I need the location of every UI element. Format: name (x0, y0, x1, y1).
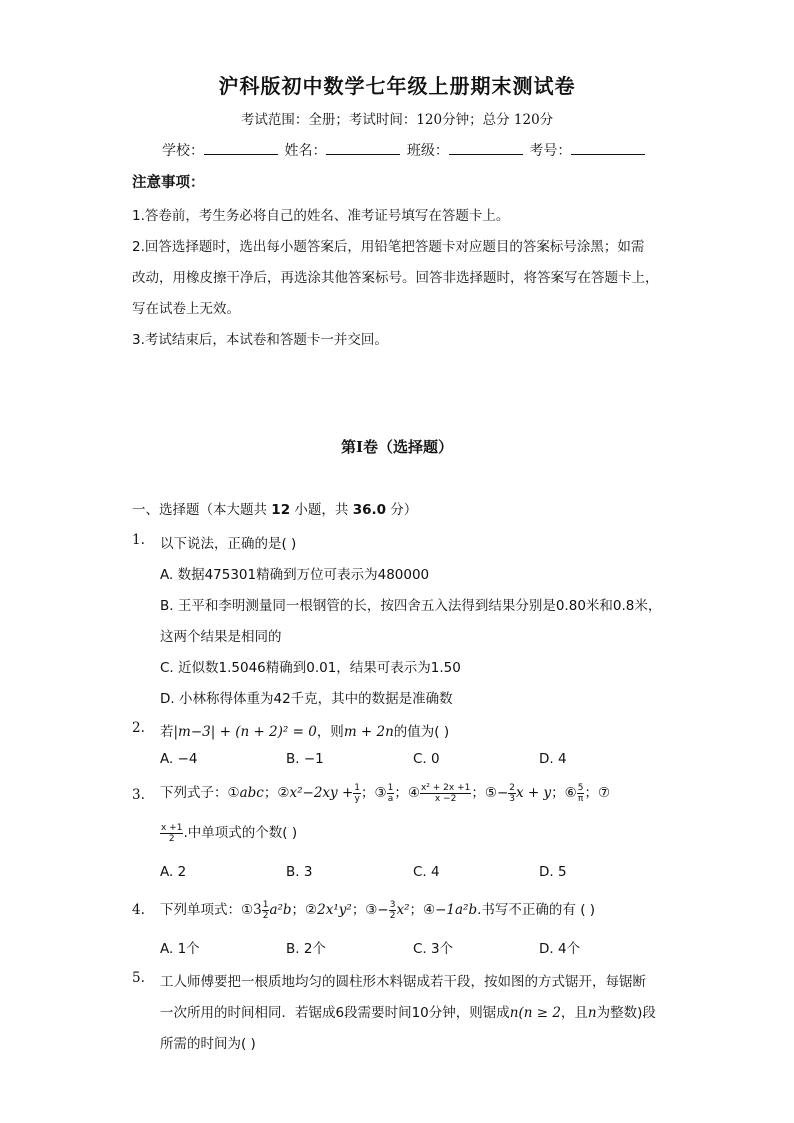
q3-frac-5-num: 2 (509, 782, 515, 793)
q2-stem (160, 720, 449, 740)
q4-sep-3: ；④ (409, 902, 436, 918)
part-heading-mid: 小题，共 (290, 502, 353, 518)
notice-2-line2: 改动，用橡皮擦干净后，再选涂其他答案标号。回答非选择题时，将答案写在答题卡上， (132, 270, 659, 286)
q3-stem-pre: 下列式子：① (160, 785, 240, 801)
q1-option-a: A. 数据475301精确到万位可表示为480000 (160, 567, 430, 583)
q5-line3: 所需的时间为( ) (160, 1036, 256, 1052)
q4-frac-3-num: 3 (389, 899, 396, 910)
q1-option-b-line2: 这两个结果是相同的 (160, 629, 282, 645)
q3-stem-line1 (160, 781, 610, 804)
q3-stem-end: .中单项式的个数( ) (183, 825, 298, 841)
question-count: 12 (271, 502, 291, 518)
q3-frac-6-den: π (577, 793, 584, 804)
notice-2-line3: 写在试卷上无效。 (132, 301, 240, 317)
q5-line2-pre: 一次所用的时间相同．若锯成6段需要时间10分钟，则锯成 (160, 1005, 510, 1021)
q3-frac-5-den: 3 (509, 793, 515, 804)
q4-option-d: D. 4个 (539, 941, 581, 957)
class-blank (449, 142, 523, 155)
name-label: 姓名： (284, 143, 327, 159)
q5-line2 (160, 1001, 656, 1021)
q2-option-d: D. 4 (539, 751, 567, 767)
notice-heading: 注意事项： (132, 175, 205, 191)
q3-option-c: C. 4 (413, 864, 440, 880)
q4-sep-2: ；③− (351, 902, 389, 918)
q2-option-a: A. −4 (160, 751, 198, 767)
q4-option-c: C. 3个 (413, 941, 454, 957)
q3-expr-1: abc (239, 785, 264, 801)
q2-option-c: C. 0 (413, 751, 440, 767)
q3-frac-3-num: 1 (387, 782, 394, 793)
q3-sep-2: ；③ (361, 785, 387, 801)
q5-line2-mid: ，且 (560, 1005, 588, 1021)
q4-frac-1-num: 1 (262, 899, 269, 910)
part-heading (132, 498, 417, 518)
exam-number-blank (571, 142, 645, 155)
exam-title: 沪科版初中数学七年级上册期末测试卷 (218, 74, 576, 98)
q3-sep-3: ；④ (394, 785, 420, 801)
q3-sep-4: ；⑤− (471, 785, 509, 801)
q5-line2-math: n(n ≥ 2 (509, 1005, 561, 1021)
q3-number: 3. (132, 787, 145, 803)
q1-option-d: D. 小林称得体重为42千克，其中的数据是准确数 (160, 691, 453, 707)
q4-expr-1-int: 3 (253, 902, 262, 918)
q3-sep-1: ；② (263, 785, 290, 801)
q3-frac-4-den: x −2 (434, 793, 457, 804)
q2-stem-post: 的值为( ) (393, 724, 450, 740)
q3-expr-5: x + y (516, 785, 552, 801)
school-blank (204, 142, 278, 155)
q1-option-c: C. 近似数1.5046精确到0.01，结果可表示为1.50 (160, 660, 461, 676)
q2-equation: |m−3| + (n + 2)² = 0 (173, 724, 317, 740)
notice-3: 3.考试结束后，本试卷和答题卡一并交回。 (132, 332, 388, 348)
q3-option-a: A. 2 (160, 864, 187, 880)
q1-option-b-line1: B. 王平和李明测量同一根钢管的长，按四舍五入法得到结果分别是0.80米和0.8米， (160, 598, 662, 614)
q4-stem (160, 898, 595, 921)
q3-frac-2-num: 1 (354, 782, 360, 793)
notice-2-line1: 2.回答选择题时，选出每小题答案后，用铅笔把答题卡对应题目的答案标号涂黑；如需 (132, 239, 645, 255)
q4-sep-1: ；② (291, 902, 318, 918)
student-info-line (162, 140, 647, 160)
exam-number-label: 考号： (529, 143, 572, 159)
q2-stem-pre: 若 (160, 724, 174, 740)
q3-frac-5 (508, 783, 516, 804)
q4-stem-pre: 下列单项式：① (160, 902, 254, 918)
exam-subtitle: 考试范围：全册；考试时间：120分钟；总分 120分 (240, 112, 554, 128)
q4-expr-2: 2x¹y² (317, 902, 352, 918)
q2-expression: m + 2n (343, 724, 394, 740)
q3-frac-4 (420, 783, 471, 804)
q1-number: 1. (132, 532, 145, 548)
q4-expr-3: x² (396, 902, 410, 918)
q3-frac-7-num: x +1 (161, 822, 183, 833)
q4-option-b: B. 2个 (286, 941, 326, 957)
notice-1: 1.答卷前，考生务必将自己的姓名、准考证号填写在答题卡上。 (132, 208, 510, 224)
q2-stem-mid: ，则 (316, 724, 344, 740)
q3-stem-line2 (160, 821, 297, 844)
q5-line2-math2: n (587, 1005, 597, 1021)
q4-expr-1: a²b (269, 902, 292, 918)
total-score: 36.0 (352, 502, 386, 518)
q4-frac-1-den: 2 (262, 910, 269, 921)
q3-frac-3-den: a (387, 793, 394, 804)
q3-option-b: B. 3 (286, 864, 313, 880)
q2-number: 2. (132, 720, 145, 736)
q4-stem-post: .书写不正确的有 ( ) (477, 902, 596, 918)
q4-expr-4: −1a²b (435, 902, 478, 918)
q3-option-d: D. 5 (539, 864, 567, 880)
section-title: 第Ⅰ卷（选择题） (340, 438, 454, 456)
q3-frac-7-den: 2 (168, 833, 175, 844)
q1-stem: 以下说法，正确的是( ) (160, 536, 297, 552)
q3-sep-6: ；⑦ (584, 785, 611, 801)
q3-frac-4-num: x² + 2x +1 (420, 782, 471, 793)
q5-line1: 工人师傅要把一根质地均匀的圆柱形木料锯成若干段，按如图的方式锯开，每锯断 (160, 974, 646, 990)
q4-option-a: A. 1个 (160, 941, 200, 957)
q5-number: 5. (132, 970, 145, 986)
q3-frac-7 (160, 823, 183, 844)
name-blank (326, 142, 400, 155)
q3-sep-5: ；⑥ (551, 785, 577, 801)
class-label: 班级： (406, 143, 449, 159)
part-heading-prefix: 一、选择题（本大题共 (132, 502, 272, 518)
q4-number: 4. (132, 902, 145, 918)
q3-expr-2: x²−2xy + (289, 785, 354, 801)
q3-frac-2-den: y (354, 793, 360, 804)
q2-option-b: B. −1 (286, 751, 324, 767)
school-label: 学校： (162, 143, 204, 159)
q3-frac-2 (353, 783, 361, 804)
part-heading-suffix: 分） (386, 502, 418, 518)
q5-line2-post: 为整数)段 (596, 1005, 656, 1021)
q3-frac-6-num: 5 (577, 782, 584, 793)
q4-frac-3-den: 2 (389, 910, 396, 921)
